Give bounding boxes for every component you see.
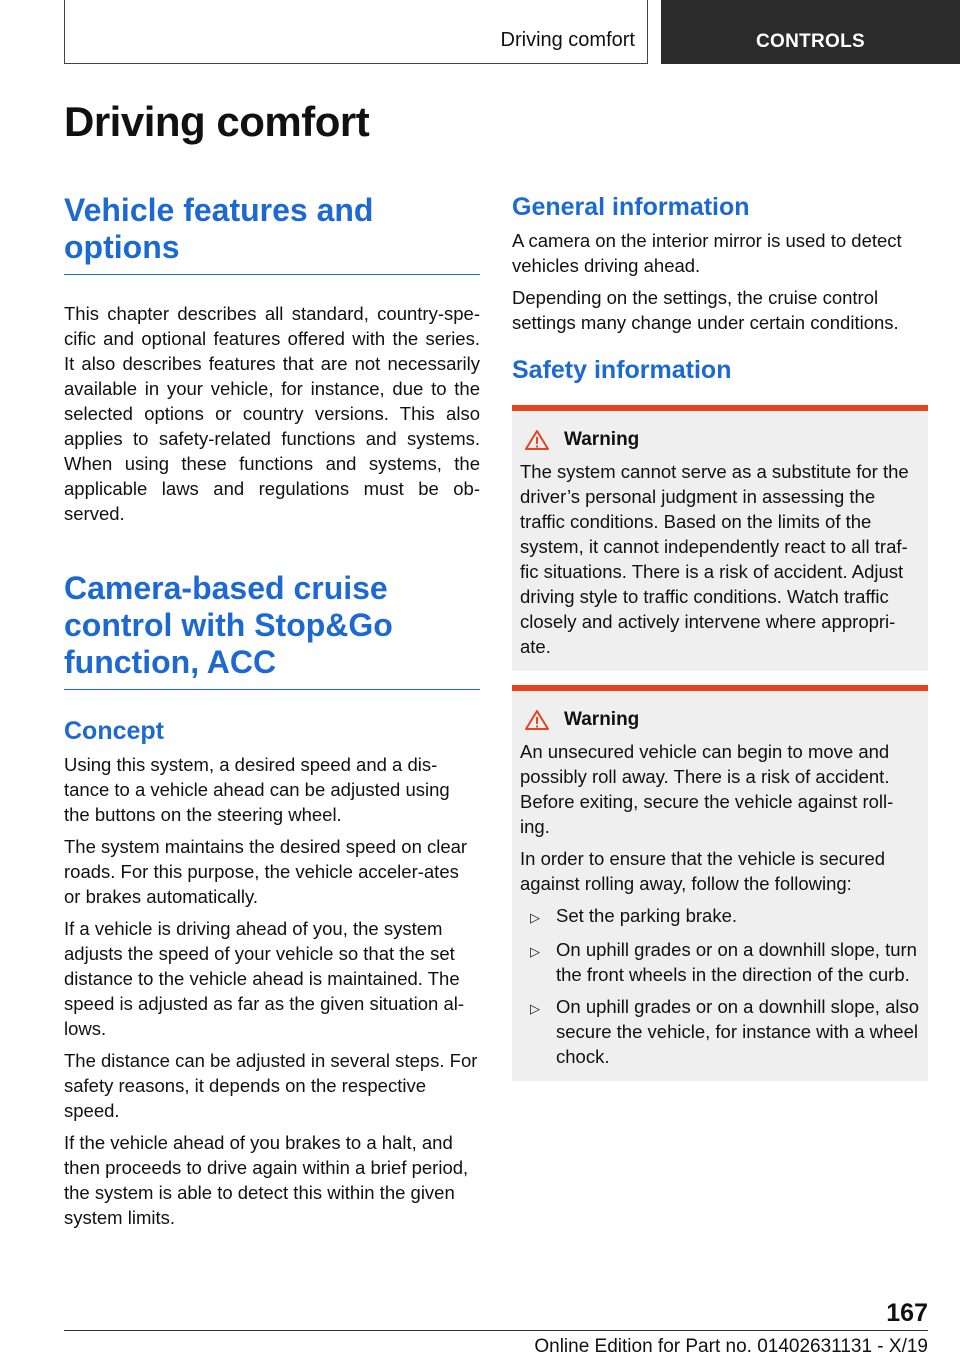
header-box bbox=[64, 0, 648, 64]
warning-label-1: Warning bbox=[564, 429, 640, 450]
heading-concept: Concept bbox=[64, 717, 164, 745]
right-column bbox=[512, 192, 928, 1081]
list-item bbox=[520, 937, 922, 987]
left-column bbox=[64, 192, 480, 1237]
header-chapter-tab: CONTROLS bbox=[661, 0, 960, 64]
list-triangle-icon: ▷ bbox=[530, 1001, 540, 1016]
warning-text-2b: In order to ensure that the vehicle is secured against rolling away, follow the following: bbox=[520, 848, 886, 894]
paragraph-general-2: Depending on the settings, the cruise control settings many change under certain conditions. bbox=[512, 287, 899, 333]
list-item-text: Set the parking brake. bbox=[556, 905, 737, 926]
heading-acc: Camera-based cruise control with Stop&Go function, ACC bbox=[64, 570, 480, 690]
heading-general-information: General information bbox=[512, 193, 750, 221]
list-item-text: On uphill grades or on a downhill slope, also secure the vehicle, for instance with a wheel chock. bbox=[556, 996, 920, 1067]
header-section-title: Driving comfort bbox=[500, 29, 635, 51]
paragraph-concept-2: The system maintains the desired speed on clear roads. For this purpose, the vehicle acceler-ates or brakes automatically. bbox=[64, 836, 468, 907]
warning-box-1 bbox=[512, 405, 928, 671]
paragraph-concept-3: If a vehicle is driving ahead of you, the system adjusts the speed of your vehicle so that the set distance to the vehicle ahead is maintained. The speed is adjusted as far as the given situation al-lows. bbox=[64, 918, 465, 1039]
footer-divider bbox=[64, 1330, 928, 1331]
list-item-text: On uphill grades or on a downhill slope, turn the front wheels in the direction of the curb. bbox=[556, 939, 917, 985]
list-item bbox=[520, 903, 922, 930]
warning-triangle-icon bbox=[524, 709, 550, 731]
warning-header-1 bbox=[520, 429, 922, 451]
list-item bbox=[520, 994, 922, 1069]
warning-text-1: The system cannot serve as a substitute for the driver’s personal judgment in assessing the traffic conditions. Based on the limits of the system, it cannot independently react to all traf-fic situations. There is a risk of accident. Adjust driving style to traffic conditions. Watch traffic closely and actively intervene where appropri-ate. bbox=[520, 461, 909, 657]
list-triangle-icon: ▷ bbox=[530, 910, 540, 925]
paragraph-vehicle-features: This chapter describes all standard, country-spe-cific and optional features offered with the series. It also describes features that are not necessarily available in your vehicle, for instance, due to the selected options or country versions. This also applies to safety-related functions and systems. When using these functions and systems, the applicable laws and regulations must be ob-served. bbox=[64, 303, 480, 524]
list-triangle-icon: ▷ bbox=[530, 944, 540, 959]
steps-list bbox=[520, 903, 922, 1069]
warning-label-2: Warning bbox=[564, 709, 640, 730]
warning-box-2 bbox=[512, 685, 928, 1081]
footer-edition: Online Edition for Part no. 01402631131 - X/19 bbox=[534, 1336, 928, 1357]
page-title: Driving comfort bbox=[64, 98, 370, 145]
heading-vehicle-features: Vehicle features and options bbox=[64, 192, 480, 275]
warning-header-2 bbox=[520, 709, 922, 731]
paragraph-concept-5: If the vehicle ahead of you brakes to a halt, and then proceeds to drive again within a brief period, the system is able to detect this within the given system limits. bbox=[64, 1132, 469, 1228]
paragraph-concept-1: Using this system, a desired speed and a dis-tance to a vehicle ahead can be adjusted using the buttons on the steering wheel. bbox=[64, 754, 450, 825]
page-number: 167 bbox=[886, 1299, 928, 1327]
paragraph-concept-4: The distance can be adjusted in several steps. For safety reasons, it depends on the respective speed. bbox=[64, 1050, 478, 1121]
heading-safety-information: Safety information bbox=[512, 356, 732, 384]
warning-text-2: An unsecured vehicle can begin to move and possibly roll away. There is a risk of accident. Before exiting, secure the vehicle against roll-ing. bbox=[520, 741, 894, 837]
paragraph-general-1: A camera on the interior mirror is used to detect vehicles driving ahead. bbox=[512, 230, 902, 276]
warning-triangle-icon bbox=[524, 429, 550, 451]
